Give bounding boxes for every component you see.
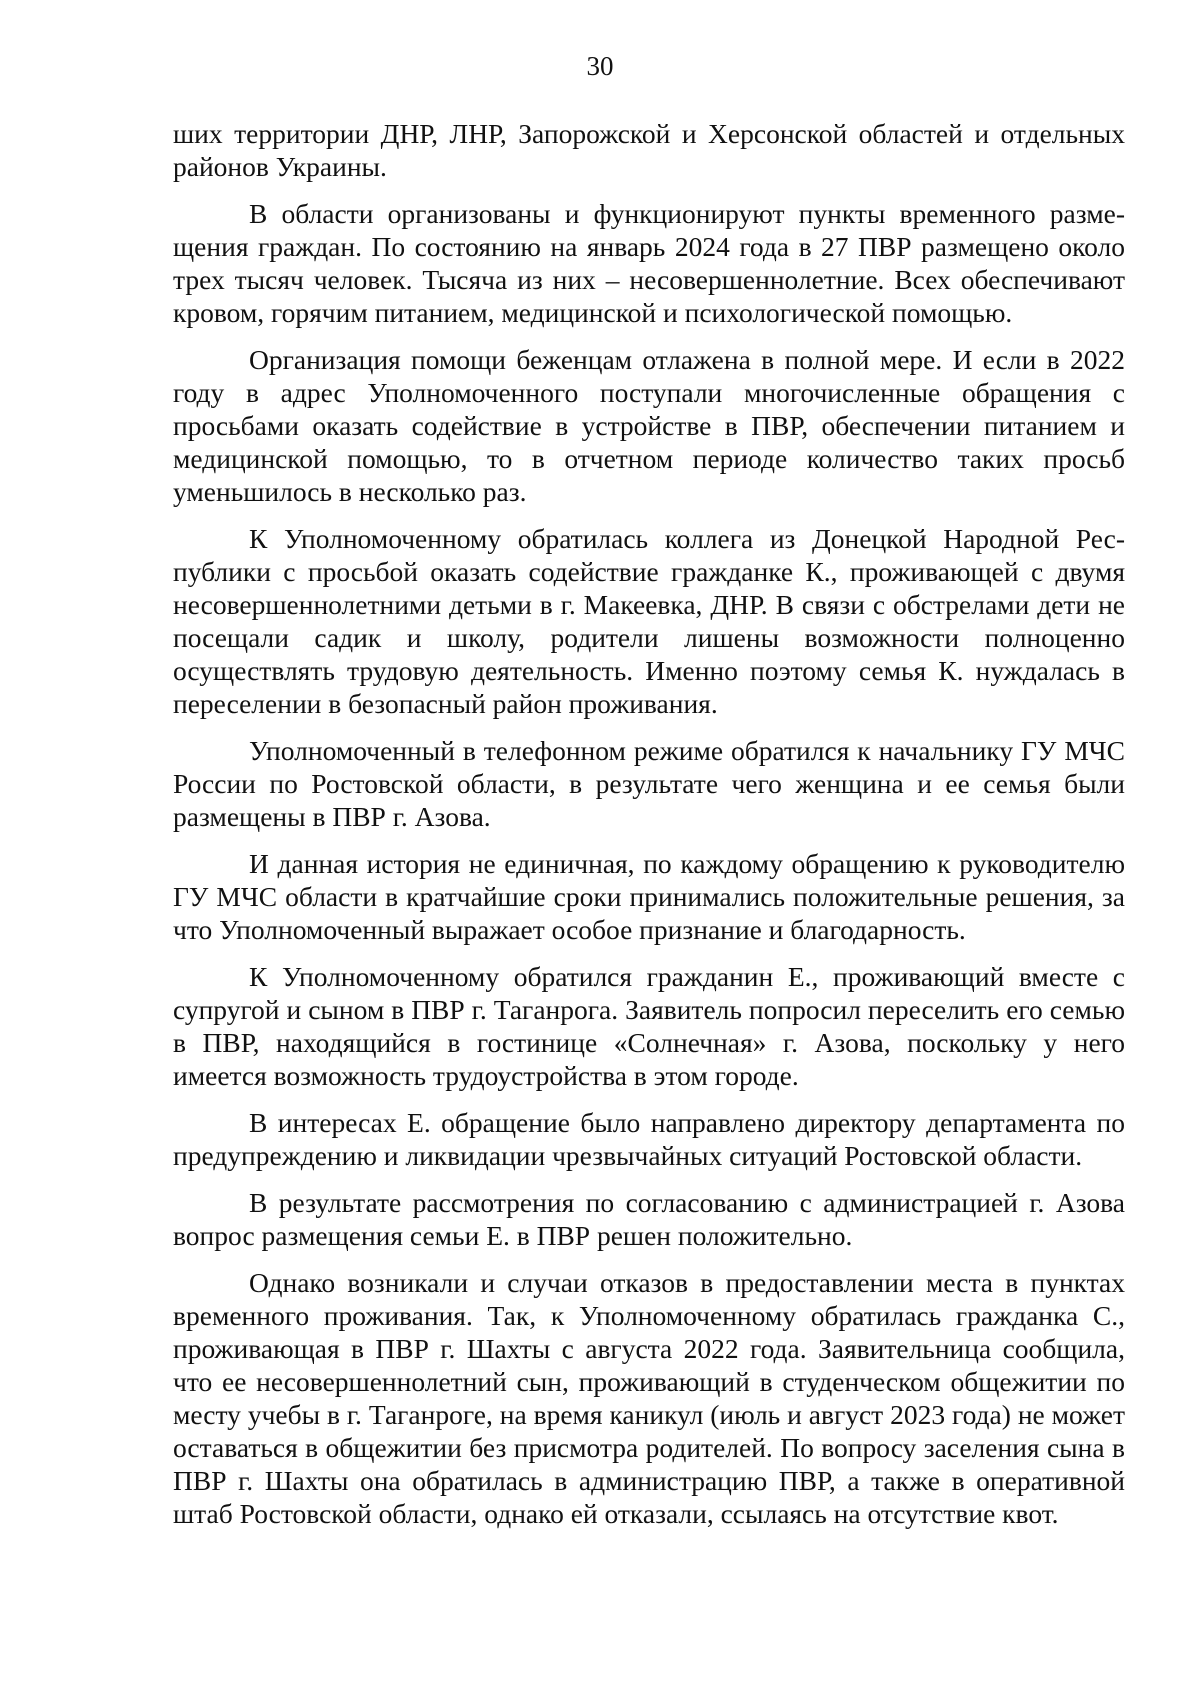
paragraph-2: В области организованы и функционируют пункты временного размещения граждан. По состоянию на январь 2024 года в 27 ПВР размещено около трех тысяч человек. Тысяча из них – несовершеннолетние. Всех обеспечивают кровом, горячим питанием, медицинской и психологической помощью. bbox=[173, 198, 1125, 328]
paragraph-6: И данная история не единичная, по каждому обращению к руководителю ГУ МЧС области в кратчайшие сроки принимались положительные решения, за что Уполномоченный выражает особое признание и благодарность. bbox=[173, 848, 1125, 945]
paragraph-7: К Уполномоченному обратился гражданин Е., проживающий вместе с супругой и сыном в ПВР г. Таганрога. Заявитель попросил переселить его семью в ПВР, находящийся в гостинице «Солнечная» г. Азова, поскольку у него имеется возможность трудоустройства в этом городе. bbox=[173, 961, 1125, 1091]
paragraph-8: В интересах Е. обращение было направлено директору департамента по предупреждению и ликвидации чрезвычайных ситуаций Ростовской области. bbox=[173, 1107, 1125, 1171]
page-number: 30 bbox=[586, 51, 614, 81]
document-body bbox=[173, 117, 1125, 1544]
paragraph-4: К Уполномоченному обратилась коллега из Донецкой Народной Республики с просьбой оказать содействие гражданке К., проживающей с двумя несовершеннолетними детьми в г. Макеевка, ДНР. В связи с обстрелами дети не посещали садик и школу, родители лишены возможности полноценно осуществлять трудовую деятельность. Именно поэтому семья К. нуждалась в переселении в безопасный район проживания. bbox=[173, 523, 1125, 719]
paragraph-9: В результате рассмотрения по согласованию с администрацией г. Азова вопрос размещения семьи Е. в ПВР решен положительно. bbox=[173, 1187, 1125, 1251]
paragraph-3: Организация помощи беженцам отлажена в полной мере. И если в 2022 году в адрес Уполномоченного поступали многочисленные обращения с просьбами оказать содействие в устройстве в ПВР, обеспечении питанием и медицинской помощью, то в отчетном периоде количество таких просьб уменьшилось в несколько раз. bbox=[173, 344, 1125, 507]
paragraph-10: Однако возникали и случаи отказов в предоставлении места в пунктах временного проживания. Так, к Уполномоченному обратилась гражданка С., проживающая в ПВР г. Шахты с августа 2022 года. Заявительница сообщила, что ее несовершеннолетний сын, проживающий в студенческом общежитии по месту учебы в г. Таганроге, на время каникул (июль и август 2023 года) не может оставаться в общежитии без присмотра родителей. По вопросу заселения сына в ПВР г. Шахты она обратилась в администрацию ПВР, а также в оперативной штаб Ростовской области, однако ей отказали, ссылаясь на отсутствие квот. bbox=[173, 1267, 1125, 1529]
paragraph-1: ших территории ДНР, ЛНР, Запорожской и Херсонской областей и отдельных районов Украины. bbox=[173, 118, 1125, 182]
paragraph-5: Уполномоченный в телефонном режиме обратился к начальнику ГУ МЧС России по Ростовской области, в результате чего женщина и ее семья были размещены в ПВР г. Азова. bbox=[173, 735, 1125, 832]
